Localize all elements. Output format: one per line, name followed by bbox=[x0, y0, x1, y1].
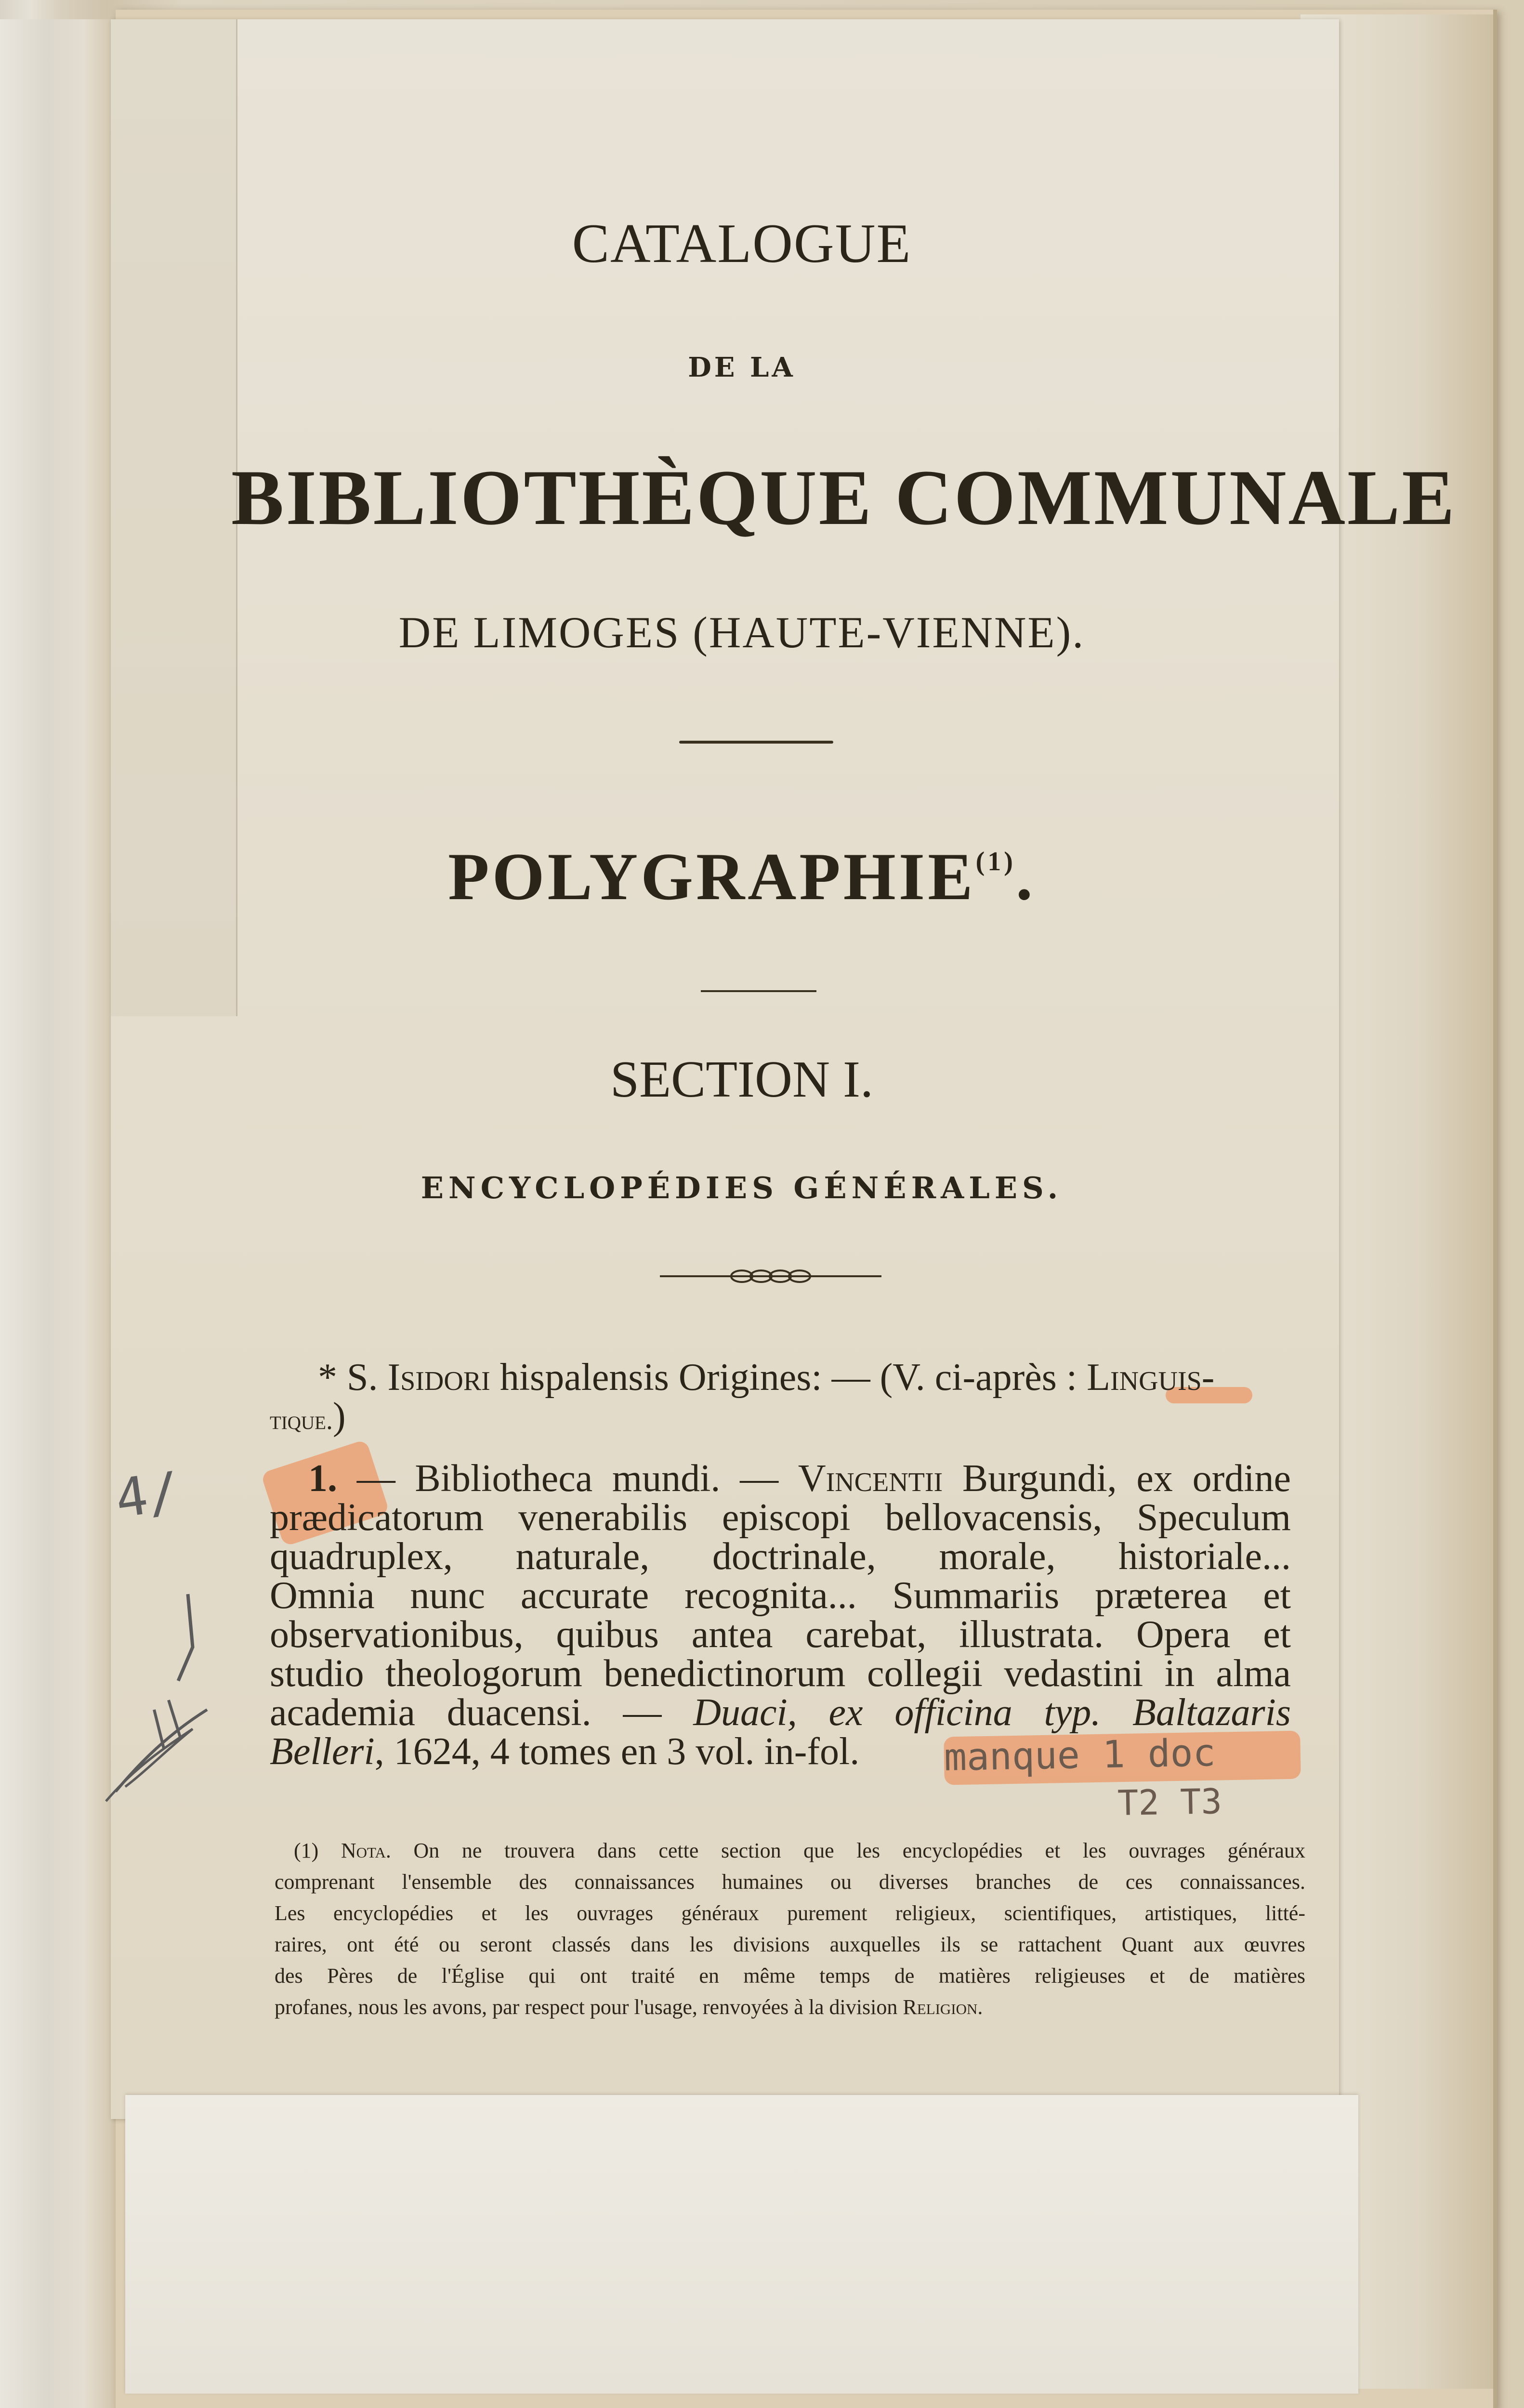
entry-1-line-7: academia duacensi. — Duaci, ex officina typ. Baltazaris bbox=[270, 1691, 1291, 1734]
footnote-line-1: (1) Nota. On ne trouvera dans cette section que les encyclopédies et les ouvrages généraux bbox=[294, 1839, 1305, 1862]
entry-1-line-2: prædicatorum venerabilis episcopi bellovacensis, Speculum bbox=[270, 1496, 1291, 1539]
polygraphie-period: . bbox=[1015, 839, 1036, 914]
entry-1-line-3: quadruplex, naturale, doctrinale, morale, historiale... bbox=[270, 1535, 1291, 1578]
handwritten-note-manque: manque 1 doc bbox=[944, 1731, 1216, 1780]
handwritten-margin-number: 4/ bbox=[111, 1460, 184, 1530]
ornament-divider bbox=[660, 1268, 881, 1285]
pencil-scribble bbox=[96, 1589, 231, 1811]
footnote-religion: Religion bbox=[903, 1995, 978, 2019]
title-de-la: DE LA bbox=[688, 352, 796, 383]
author-isidori: Isidori bbox=[387, 1356, 490, 1399]
polygraphie-footnote-ref: (1) bbox=[975, 847, 1016, 877]
entry-1-number: 1. bbox=[308, 1457, 337, 1500]
entry-1-line-4: Omnia nunc accurate recognita... Summariis præterea et bbox=[270, 1574, 1291, 1617]
entry-isidori-line-2: tique.) bbox=[270, 1395, 346, 1438]
title-catalogue: CATALOGUE bbox=[572, 213, 912, 275]
footnote-line-2: comprenant l'ensemble des connaissances humaines ou diverses branches de ces connaissances. bbox=[275, 1870, 1305, 1894]
footnote-line-5: des Pères de l'Église qui ont traité en même temps de matières religieuses et de matières bbox=[275, 1964, 1305, 1988]
author-vincentii: Vincentii bbox=[798, 1457, 943, 1500]
footnote bbox=[275, 1835, 1305, 2023]
entry-1 bbox=[270, 1459, 1291, 1771]
footnote-line-4: raires, ont été ou seront classés dans les divisions auxquelles ils se rattachent Quant aux œuvres bbox=[275, 1933, 1305, 1956]
ornamental-rule-1 bbox=[679, 741, 833, 744]
title-section: SECTION I. bbox=[610, 1051, 873, 1108]
entry-1-line-6: studio theologorum benedictinorum collegii vedastini in alma bbox=[270, 1652, 1291, 1695]
title-bibliotheque: BIBLIOTHÈQUE COMMUNALE bbox=[231, 454, 1457, 541]
title-polygraphie bbox=[231, 838, 1252, 916]
title-subsection: ENCYCLOPÉDIES GÉNÉRALES. bbox=[420, 1170, 1063, 1205]
ref-linguistique: Linguis- bbox=[1087, 1356, 1215, 1399]
entry-isidori bbox=[270, 1358, 1291, 1440]
entry-1-line-8: Belleri, 1624, 4 tomes en 3 vol. in-fol. bbox=[270, 1730, 860, 1773]
title-limoges: DE LIMOGES (HAUTE-VIENNE). bbox=[398, 608, 1085, 657]
entry-1-line-1: 1. — Bibliotheca mundi. — Vincentii Burgundi, ex ordine bbox=[308, 1457, 1291, 1500]
footnote-line-3: Les encyclopédies et les ouvrages généraux purement religieux, scientifiques, artistiques, litté- bbox=[275, 1901, 1305, 1925]
footnote-nota: Nota bbox=[341, 1839, 386, 1862]
entry-1-line-5: observationibus, quibus antea carebat, illustrata. Opera et bbox=[270, 1613, 1291, 1656]
polygraphie-text: POLYGRAPHIE bbox=[448, 839, 976, 914]
footnote-line-6: profanes, nous les avons, par respect pour l'usage, renvoyées à la division Religion. bbox=[275, 1995, 983, 2019]
handwritten-note-tomes: T2 T3 bbox=[1117, 1781, 1222, 1823]
entry-isidori-line-1: * S. Isidori hispalensis Origines: — (V. ci-après : Linguis- bbox=[318, 1356, 1215, 1399]
ornamental-rule-2 bbox=[701, 990, 816, 992]
